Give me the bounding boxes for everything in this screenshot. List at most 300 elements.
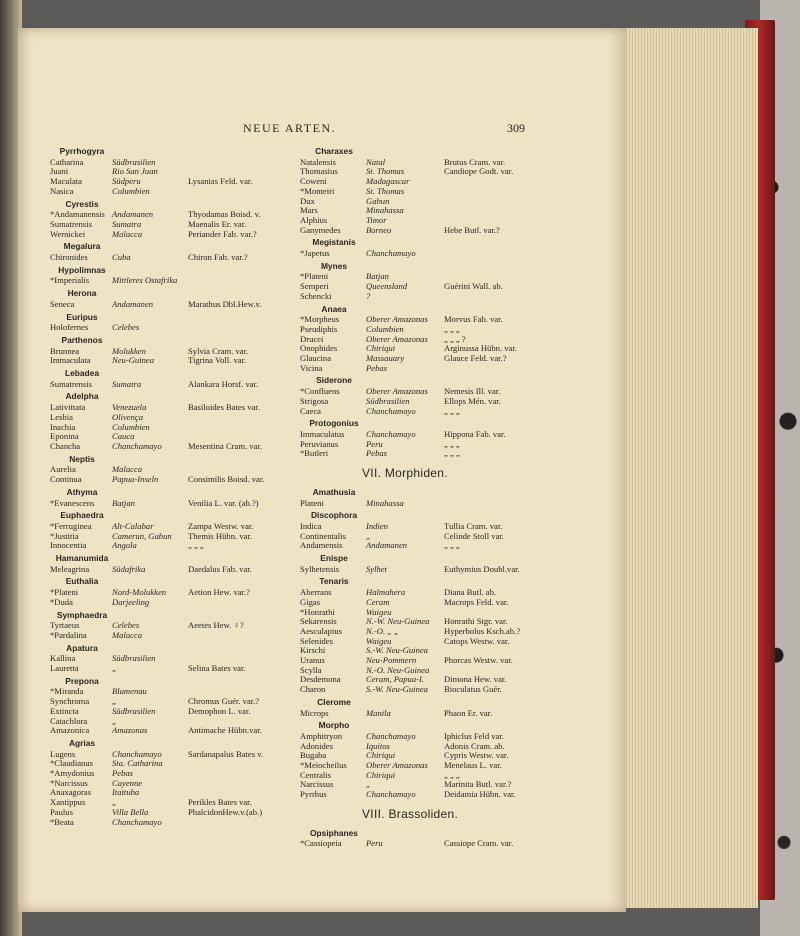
genus-heading: Symphaedra bbox=[56, 609, 108, 620]
species-name: Lesbia bbox=[50, 411, 73, 422]
affinity-note bbox=[188, 423, 290, 433]
affinity-note: Sardanapalus Bates v. bbox=[188, 748, 264, 759]
species-row bbox=[50, 323, 290, 333]
locality: Venezuela bbox=[112, 402, 147, 413]
species-row bbox=[50, 788, 290, 798]
species-row bbox=[300, 167, 530, 177]
locality: „ bbox=[112, 696, 117, 707]
locality: Andamanen bbox=[112, 298, 154, 309]
affinity-note: Euthymius Doubl.var. bbox=[444, 563, 520, 574]
locality: Iquitos bbox=[366, 740, 390, 751]
locality: „ bbox=[366, 530, 371, 541]
species-row bbox=[50, 158, 290, 168]
affinity-note bbox=[188, 323, 290, 333]
species-name: Amphitryon bbox=[300, 730, 343, 741]
affinity-note: Deidamia Hübn. var. bbox=[444, 789, 516, 800]
species-name: Sumatrensis bbox=[50, 378, 93, 389]
species-name: Caeca bbox=[300, 405, 321, 416]
species-name: *Narcissus bbox=[50, 777, 88, 788]
species-name: Immaculata bbox=[50, 355, 91, 366]
locality: Pebas bbox=[112, 768, 134, 779]
locality: „ bbox=[112, 797, 117, 808]
locality: Natal bbox=[366, 156, 386, 167]
locality: Sta. Catharina bbox=[112, 758, 163, 769]
affinity-note bbox=[188, 187, 290, 197]
locality: S.-W. Neu-Guinea bbox=[366, 645, 428, 656]
locality: Timor bbox=[366, 214, 387, 225]
genus-heading: Protogonius bbox=[309, 418, 359, 429]
species-name: Catharina bbox=[50, 156, 84, 167]
species-row bbox=[50, 475, 290, 485]
species-row bbox=[300, 685, 530, 695]
species-row bbox=[50, 167, 290, 177]
genus-heading: Enispe bbox=[320, 553, 348, 564]
genus-heading: Clerome bbox=[317, 696, 351, 707]
species-name: Xantippus bbox=[50, 797, 86, 808]
affinity-note: Menelaus L. var. bbox=[444, 760, 502, 771]
affinity-note bbox=[444, 499, 530, 509]
species-name: Dux bbox=[300, 195, 315, 206]
genus-heading: Discophora bbox=[310, 510, 358, 521]
affinity-note: Celinde Stoll var. bbox=[444, 530, 504, 541]
locality: Waigeu bbox=[366, 606, 392, 617]
affinity-note: Periander Fab. var.? bbox=[188, 228, 257, 239]
species-name: Wernickei bbox=[50, 228, 86, 239]
genus-heading: Euthalia bbox=[65, 576, 99, 587]
species-name: Plateni bbox=[300, 497, 324, 508]
species-name: Pyrrhus bbox=[300, 789, 327, 800]
species-row bbox=[300, 249, 530, 259]
affinity-note bbox=[188, 631, 290, 641]
locality: Batjan bbox=[366, 271, 389, 282]
affinity-note: Brutus Cram. var. bbox=[444, 156, 506, 167]
affinity-note: „ „ „ bbox=[444, 323, 460, 334]
species-row bbox=[50, 253, 290, 263]
species-name: Andamensis bbox=[300, 540, 343, 551]
species-name: Strigosa bbox=[300, 395, 329, 406]
affinity-note: Bioculatus Guér. bbox=[444, 684, 502, 695]
affinity-note: Nemesis Ill. var. bbox=[444, 386, 501, 397]
affinity-note: Iphiclus Feld var. bbox=[444, 730, 504, 741]
species-name: Vicina bbox=[300, 362, 323, 373]
affinity-note: Tullia Cram. var. bbox=[444, 520, 503, 531]
species-name: *Miranda bbox=[50, 686, 84, 697]
species-name: Holofernes bbox=[50, 322, 89, 333]
species-name: Mars bbox=[300, 205, 318, 216]
species-name: Anaxagoras bbox=[50, 787, 92, 798]
genus-heading: Agrias bbox=[68, 737, 96, 748]
species-row bbox=[300, 364, 530, 374]
right-column bbox=[300, 144, 530, 849]
species-row bbox=[300, 292, 530, 302]
genus-heading: Apatura bbox=[66, 642, 98, 653]
affinity-note: Candiope Godt. var. bbox=[444, 166, 514, 177]
species-name: Lativittata bbox=[50, 402, 86, 413]
genus-heading: Adelpha bbox=[65, 391, 99, 402]
locality: Südbrasilien bbox=[366, 395, 410, 406]
locality: St. Thomas bbox=[366, 185, 405, 196]
locality: „ bbox=[112, 715, 117, 726]
species-row bbox=[50, 499, 290, 509]
locality: Neu-Pommern bbox=[366, 655, 417, 666]
locality: Andamanen bbox=[366, 540, 408, 551]
species-name: Drucei bbox=[300, 333, 324, 344]
species-name: *Andamanensis bbox=[50, 209, 105, 220]
species-row bbox=[50, 631, 290, 641]
locality: Sylhet bbox=[366, 563, 387, 574]
species-name: *Evanescens bbox=[50, 497, 95, 508]
affinity-note: Hyperbolus Ksch.ab.? bbox=[444, 625, 521, 636]
species-name: *Imperialis bbox=[50, 275, 90, 286]
locality: Sumatra bbox=[112, 378, 142, 389]
species-row bbox=[300, 761, 530, 771]
affinity-note: Diana Butl. ab. bbox=[444, 587, 497, 598]
species-name: Nasica bbox=[50, 185, 74, 196]
species-name: Lugens bbox=[50, 748, 76, 759]
genus-heading: Herona bbox=[67, 288, 97, 299]
genus-heading: Prepona bbox=[65, 675, 99, 686]
affinity-note: Aetion Hew. var.? bbox=[188, 587, 250, 598]
species-name: Coweni bbox=[300, 176, 327, 187]
species-name: Centralis bbox=[300, 769, 332, 780]
species-row bbox=[50, 423, 290, 433]
affinity-note bbox=[188, 598, 290, 608]
species-row bbox=[300, 226, 530, 236]
genus-heading: Athyma bbox=[66, 486, 98, 497]
affinity-note: Arginussa Hübn. var. bbox=[444, 343, 517, 354]
locality: Oberer Amazonas bbox=[366, 760, 428, 771]
affinity-note: Basiloides Bates var. bbox=[188, 402, 260, 413]
affinity-note: Honrathi Stgr. var. bbox=[444, 616, 508, 627]
locality: Chanchamayo bbox=[366, 405, 416, 416]
species-row bbox=[50, 808, 290, 818]
species-row bbox=[50, 588, 290, 598]
species-row bbox=[300, 839, 530, 849]
affinity-note bbox=[444, 177, 530, 187]
species-row bbox=[300, 790, 530, 800]
affinity-note bbox=[444, 364, 530, 374]
species-row bbox=[300, 565, 530, 575]
species-name: Synchroma bbox=[50, 696, 90, 707]
locality: Amazonas bbox=[112, 725, 148, 736]
affinity-note: „ „ „ bbox=[444, 448, 460, 459]
species-name: Paulus bbox=[50, 806, 73, 817]
affinity-note: Catops Westw. var. bbox=[444, 635, 510, 646]
species-name: *Duda bbox=[50, 596, 73, 607]
affinity-note bbox=[188, 779, 290, 789]
species-name: Brunnea bbox=[50, 345, 80, 356]
locality: Malacca bbox=[112, 629, 143, 640]
locality: Blumenau bbox=[112, 686, 147, 697]
species-row bbox=[300, 197, 530, 207]
locality: Cayenne bbox=[112, 777, 143, 788]
species-row bbox=[50, 697, 290, 707]
affinity-note: Guérini Wall. ab. bbox=[444, 281, 503, 292]
affinity-note: Antimache Hübn.var. bbox=[188, 725, 262, 736]
species-name: Scylla bbox=[300, 664, 322, 675]
locality: Celebes bbox=[112, 620, 140, 631]
locality: Chanchamayo bbox=[112, 816, 162, 827]
affinity-note: „ „ „ ? bbox=[444, 333, 466, 344]
affinity-note: Consimilis Boisd. var. bbox=[188, 474, 265, 485]
genus-heading: Pyrrhogyra bbox=[59, 146, 105, 156]
affinity-note: Themis Hübn. var. bbox=[188, 530, 252, 541]
species-row bbox=[50, 442, 290, 452]
species-name: Aesculapius bbox=[300, 625, 343, 636]
locality: Celebes bbox=[112, 322, 140, 333]
affinity-note: Chiron Fab. var.? bbox=[188, 252, 248, 263]
species-name: Chironides bbox=[50, 252, 88, 263]
species-row bbox=[50, 230, 290, 240]
genus-heading: Megistanis bbox=[312, 237, 356, 248]
affinity-note: Thyodamas Boisd. v. bbox=[188, 209, 261, 220]
left-column bbox=[50, 144, 290, 827]
species-name: *Cassiopeia bbox=[300, 838, 342, 849]
species-row bbox=[50, 300, 290, 310]
species-name: Innocentia bbox=[50, 540, 87, 551]
affinity-note: Sylvia Cram. var. bbox=[188, 345, 249, 356]
species-name: Natalensis bbox=[300, 156, 336, 167]
affinity-note: Zampa Westw. var. bbox=[188, 520, 254, 531]
species-name: *Monteiri bbox=[300, 185, 335, 196]
species-name: Thomasius bbox=[300, 166, 338, 177]
affinity-note: Dimona Hew. var. bbox=[444, 674, 507, 685]
species-name: Maculata bbox=[50, 176, 82, 187]
affinity-note bbox=[188, 818, 290, 828]
locality: Indien bbox=[366, 520, 388, 531]
genus-heading: Lebadea bbox=[65, 368, 99, 379]
species-name: Microps bbox=[300, 707, 329, 718]
locality: Pebas bbox=[366, 362, 388, 373]
species-name: Tyrtaeus bbox=[50, 620, 80, 631]
locality: Papua-Inseln bbox=[112, 474, 159, 485]
affinity-note: Hippona Fab. var. bbox=[444, 428, 506, 439]
genus-heading: Megalura bbox=[63, 241, 101, 252]
affinity-note bbox=[444, 206, 530, 216]
affinity-note: „ „ „ bbox=[444, 769, 460, 780]
locality: Minahassa bbox=[366, 497, 404, 508]
locality: Rio San Juan bbox=[112, 166, 158, 177]
species-name: *Justitia bbox=[50, 530, 79, 541]
species-name: Narcissus bbox=[300, 779, 334, 790]
species-name: Juani bbox=[50, 166, 69, 177]
affinity-note bbox=[444, 249, 530, 259]
locality: Columbien bbox=[112, 421, 150, 432]
species-name: Peruvianus bbox=[300, 438, 339, 449]
locality: Chiriqui bbox=[366, 343, 396, 354]
species-name: *Plateni bbox=[300, 271, 329, 282]
species-row bbox=[50, 413, 290, 423]
affinity-note bbox=[188, 413, 290, 423]
species-name: Seneca bbox=[50, 298, 75, 309]
locality: Camerun, Gabun bbox=[112, 530, 172, 541]
species-row bbox=[300, 709, 530, 719]
species-row bbox=[300, 449, 530, 459]
locality: Ceram bbox=[366, 596, 390, 607]
genus-heading: Cyrestis bbox=[65, 198, 99, 209]
affinity-note: PhalcidonHew.v.(ab.) bbox=[188, 806, 263, 817]
species-name: Aberrans bbox=[300, 587, 332, 598]
affinity-note bbox=[188, 158, 290, 168]
locality: Chanchamayo bbox=[366, 248, 416, 259]
species-name: *Beata bbox=[50, 816, 74, 827]
species-name: *Amydonius bbox=[50, 768, 95, 779]
species-name: Eponina bbox=[50, 431, 79, 442]
locality: Chanchamayo bbox=[112, 748, 162, 759]
affinity-note: Marinita Butl. var.? bbox=[444, 779, 512, 790]
affinity-note: Mesentina Cram. var. bbox=[188, 440, 262, 451]
locality: Villa Bella bbox=[112, 806, 149, 817]
genus-heading: Morpho bbox=[318, 720, 350, 731]
species-name: Desdemona bbox=[300, 674, 341, 685]
species-row bbox=[50, 356, 290, 366]
species-name: Ganymedes bbox=[300, 224, 341, 235]
affinity-note: Daedalus Fab. var. bbox=[188, 563, 252, 574]
locality: Chanchamayo bbox=[366, 428, 416, 439]
affinity-note: Demophon L. var. bbox=[188, 705, 251, 716]
genus-heading: Anaea bbox=[321, 303, 347, 314]
locality: Malacca bbox=[112, 228, 143, 239]
locality: Sumatra bbox=[112, 218, 142, 229]
locality: Mittleres Ostafrika bbox=[112, 275, 178, 286]
species-row bbox=[50, 541, 290, 551]
genus-heading: Euripus bbox=[66, 311, 98, 322]
species-row bbox=[50, 187, 290, 197]
affinity-note: Lysanias Feld. var. bbox=[188, 176, 253, 187]
locality: Chanchamayo bbox=[366, 730, 416, 741]
species-name: *Confluens bbox=[300, 386, 340, 397]
locality: ? bbox=[366, 290, 371, 301]
affinity-note: Marathus Dbl.Hew.v. bbox=[188, 298, 262, 309]
locality: Oberer Amazonas bbox=[366, 333, 428, 344]
genus-heading: Mynes bbox=[320, 260, 348, 271]
locality: Malacca bbox=[112, 464, 143, 475]
affinity-note: „ „ „ bbox=[444, 540, 460, 551]
locality: Südbrasilien bbox=[112, 653, 156, 664]
species-row bbox=[300, 541, 530, 551]
genus-heading: Neptis bbox=[69, 453, 95, 464]
species-row bbox=[300, 407, 530, 417]
species-row bbox=[50, 598, 290, 608]
locality: Halmahera bbox=[366, 587, 406, 598]
genus-heading: Parthenos bbox=[61, 334, 103, 345]
species-name: Glaucina bbox=[300, 353, 332, 364]
species-name: *Meiocheilus bbox=[300, 760, 347, 771]
affinity-note: „ „ „ bbox=[444, 405, 460, 416]
species-name: *Claudianus bbox=[50, 758, 93, 769]
species-name: Pseudiphis bbox=[300, 323, 338, 334]
genus-heading: Euphaedra bbox=[60, 510, 104, 521]
species-name: Continentalis bbox=[300, 530, 346, 541]
genus-heading: Amathusia bbox=[312, 486, 356, 497]
species-name: Semperi bbox=[300, 281, 329, 292]
locality: „ bbox=[366, 779, 371, 790]
locality: Manila bbox=[366, 707, 391, 718]
affinity-note: Phorcas Westw. var. bbox=[444, 655, 513, 666]
species-name: Lauretta bbox=[50, 663, 79, 674]
species-name: *Plateni bbox=[50, 587, 79, 598]
locality: Südbrasilien bbox=[112, 705, 156, 716]
species-name: Immaculatus bbox=[300, 428, 345, 439]
affinity-note: Adonis Cram. ab. bbox=[444, 740, 505, 751]
species-name: Amazonica bbox=[50, 725, 90, 736]
species-name: *Ferruginea bbox=[50, 520, 92, 531]
species-name: Charon bbox=[300, 684, 326, 695]
genus-heading: Charaxes bbox=[315, 146, 353, 156]
locality: Neu-Guinea bbox=[112, 355, 155, 366]
species-row bbox=[50, 654, 290, 664]
affinity-note bbox=[444, 197, 530, 207]
locality: Oberer Amazonas bbox=[366, 386, 428, 397]
locality: N.-O. „ „ bbox=[366, 625, 399, 636]
locality: Alt-Calabar bbox=[112, 520, 154, 531]
locality: Nord-Molukken bbox=[112, 587, 167, 598]
locality: Andamanen bbox=[112, 209, 154, 220]
species-row bbox=[50, 565, 290, 575]
species-name: *Butleri bbox=[300, 448, 329, 459]
locality: Peru bbox=[366, 838, 383, 849]
species-row bbox=[300, 206, 530, 216]
affinity-note: Phaon Er. var. bbox=[444, 707, 493, 718]
affinity-note: Cassiope Cram. var. bbox=[444, 838, 514, 849]
locality: Chiriqui bbox=[366, 769, 396, 780]
species-row bbox=[50, 532, 290, 542]
species-name: *Japetus bbox=[300, 248, 330, 259]
species-row bbox=[50, 177, 290, 187]
affinity-note: Glauce Feld. var.? bbox=[444, 353, 507, 364]
genus-heading: Tenaris bbox=[319, 576, 349, 587]
species-name: Kirschi bbox=[300, 645, 326, 656]
locality: N.-W. Neu-Guinea bbox=[366, 616, 430, 627]
species-row bbox=[50, 664, 290, 674]
locality: Chiriqui bbox=[366, 750, 396, 761]
species-name: Adonides bbox=[300, 740, 333, 751]
affinity-note: Venilia L. var. (ab.?) bbox=[188, 497, 259, 508]
species-name: Sekarensis bbox=[300, 616, 337, 627]
locality: Columbien bbox=[366, 323, 404, 334]
affinity-note: Ellops Mén. var. bbox=[444, 395, 501, 406]
page-stack bbox=[618, 28, 758, 908]
locality: Itaituba bbox=[112, 787, 140, 798]
locality: N.-O. Neu-Guinea bbox=[366, 664, 430, 675]
affinity-note: Alankara Horsf. var. bbox=[188, 378, 259, 389]
affinity-note: Hebe Butl. var.? bbox=[444, 224, 500, 235]
locality: Batjan bbox=[112, 497, 135, 508]
locality: Molukken bbox=[112, 345, 146, 356]
locality: Südafrika bbox=[112, 563, 146, 574]
affinity-note bbox=[188, 769, 290, 779]
species-name: Schencki bbox=[300, 290, 332, 301]
locality: Chanchamayo bbox=[366, 789, 416, 800]
locality: Cuba bbox=[112, 252, 131, 263]
species-row bbox=[300, 282, 530, 292]
genus-heading: Opsiphanes bbox=[310, 827, 358, 838]
species-row bbox=[300, 177, 530, 187]
species-name: *Honrathi bbox=[300, 606, 335, 617]
running-header: NEUE ARTEN. bbox=[243, 121, 337, 135]
affinity-note: Tigrina Voll. var. bbox=[188, 355, 247, 366]
species-name: Meleagrina bbox=[50, 563, 90, 574]
species-name: Continua bbox=[50, 474, 82, 485]
species-name: Chancha bbox=[50, 440, 81, 451]
species-row bbox=[50, 276, 290, 286]
genus-heading: Hamanumida bbox=[55, 553, 109, 564]
species-name: Alphius bbox=[300, 214, 328, 225]
locality: „ bbox=[112, 663, 117, 674]
affinity-note bbox=[188, 276, 290, 286]
locality: Peru bbox=[366, 438, 383, 449]
species-name: *Morpheus bbox=[300, 314, 340, 325]
